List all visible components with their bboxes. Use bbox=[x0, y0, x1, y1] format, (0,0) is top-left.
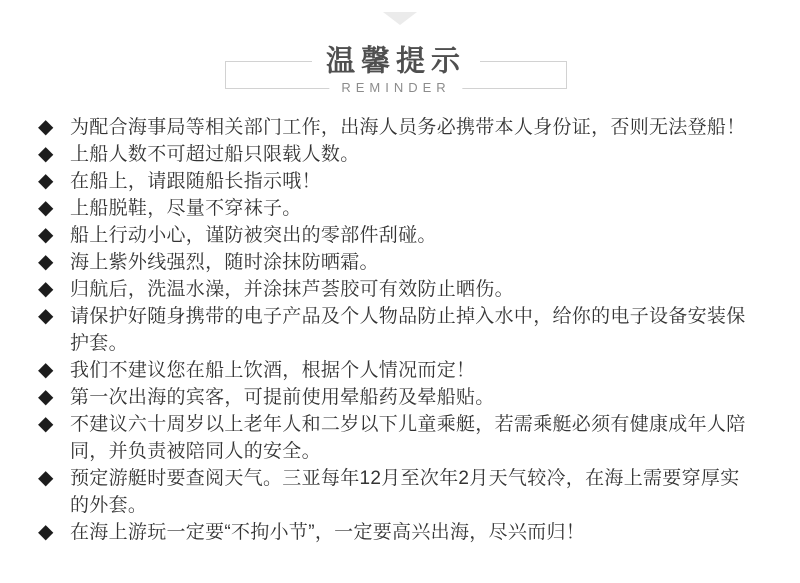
tip-item bbox=[38, 114, 748, 141]
tip-item bbox=[38, 168, 748, 195]
tip-item bbox=[38, 384, 748, 411]
tip-text: 上船人数不可超过船只限载人数。 bbox=[70, 144, 360, 165]
diamond-bullet-icon: ◆ bbox=[38, 251, 54, 273]
tip-text: 上船脱鞋，尽量不穿袜子。 bbox=[70, 198, 302, 219]
diamond-bullet-icon: ◆ bbox=[38, 413, 54, 435]
tip-text: 不建议六十周岁以上老年人和二岁以下儿童乘艇，若需乘艇必须有健康成年人陪同，并负责被陪同人的安全。 bbox=[70, 414, 746, 462]
diamond-bullet-icon: ◆ bbox=[38, 116, 54, 138]
tip-text: 在船上，请跟随船长指示哦！ bbox=[70, 171, 321, 192]
diamond-bullet-icon: ◆ bbox=[38, 197, 54, 219]
tip-text: 为配合海事局等相关部门工作，出海人员务必携带本人身份证，否则无法登船！ bbox=[70, 117, 746, 138]
tip-item bbox=[38, 519, 748, 546]
tip-item bbox=[38, 357, 748, 384]
diamond-bullet-icon: ◆ bbox=[38, 521, 54, 543]
tip-item bbox=[38, 249, 748, 276]
diamond-bullet-icon: ◆ bbox=[38, 386, 54, 408]
diamond-bullet-icon: ◆ bbox=[38, 224, 54, 246]
diamond-bullet-icon: ◆ bbox=[38, 305, 54, 327]
diamond-bullet-icon: ◆ bbox=[38, 359, 54, 381]
tip-item bbox=[38, 222, 748, 249]
diamond-bullet-icon: ◆ bbox=[38, 170, 54, 192]
tip-item bbox=[38, 465, 748, 519]
tip-text: 我们不建议您在船上饮酒，根据个人情况而定！ bbox=[70, 360, 476, 381]
triangle-down-icon bbox=[383, 12, 417, 25]
tip-text: 预定游艇时要查阅天气。三亚每年12月至次年2月天气较冷，在海上需要穿厚实的外套。 bbox=[70, 468, 740, 516]
tip-text: 归航后，洗温水澡，并涂抹芦荟胶可有效防止晒伤。 bbox=[70, 279, 514, 300]
tip-item bbox=[38, 195, 748, 222]
diamond-bullet-icon: ◆ bbox=[38, 143, 54, 165]
page-title: 温馨提示 bbox=[312, 48, 480, 77]
tips-list bbox=[38, 114, 748, 546]
tip-text: 船上行动小心，谨防被突出的零部件刮碰。 bbox=[70, 225, 437, 246]
tip-text: 第一次出海的宾客，可提前使用晕船药及晕船贴。 bbox=[70, 387, 495, 408]
page-subtitle: REMINDER bbox=[329, 80, 462, 96]
diamond-bullet-icon: ◆ bbox=[38, 467, 54, 489]
tip-item bbox=[38, 141, 748, 168]
tip-item bbox=[38, 276, 748, 303]
header-box bbox=[225, 45, 567, 96]
tip-text: 请保护好随身携带的电子产品及个人物品防止掉入水中，给你的电子设备安装保护套。 bbox=[70, 306, 746, 354]
tip-text: 海上紫外线强烈，随时涂抹防晒霜。 bbox=[70, 252, 379, 273]
tip-item bbox=[38, 411, 748, 465]
diamond-bullet-icon: ◆ bbox=[38, 278, 54, 300]
tip-text: 在海上游玩一定要“不拘小节”，一定要高兴出海，尽兴而归！ bbox=[70, 522, 586, 543]
tip-item bbox=[38, 303, 748, 357]
